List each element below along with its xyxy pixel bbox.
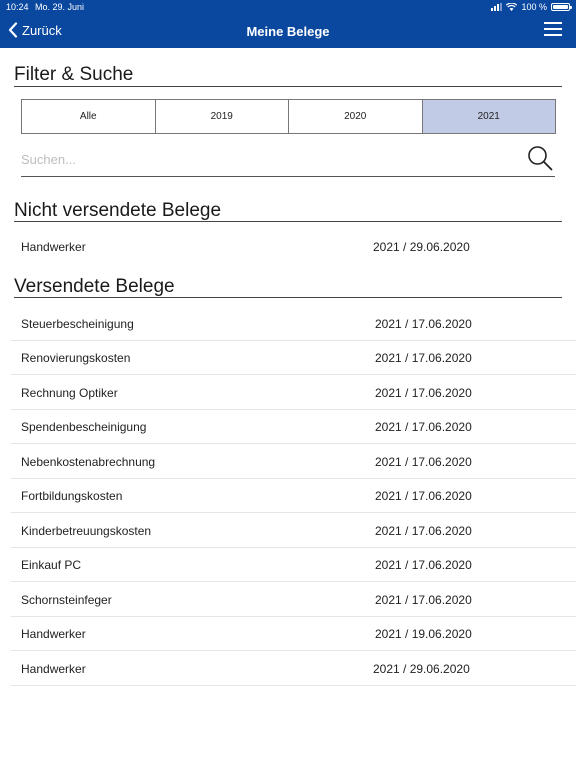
status-bar (0, 0, 576, 14)
item-date: 2021 / 17.06.2020 (375, 351, 472, 365)
search-input[interactable] (21, 147, 501, 171)
list-item[interactable] (11, 410, 576, 444)
segment-alle[interactable]: Alle (22, 100, 156, 133)
item-date: 2021 / 17.06.2020 (375, 524, 472, 538)
segment-2020[interactable]: 2020 (289, 100, 423, 133)
list-item[interactable] (11, 341, 576, 375)
wifi-icon (506, 3, 517, 11)
item-date: 2021 / 17.06.2020 (375, 317, 472, 331)
item-name: Handwerker (21, 662, 86, 676)
divider (14, 221, 562, 222)
item-name: Spendenbescheinigung (21, 420, 147, 434)
item-name: Rechnung Optiker (21, 386, 118, 400)
list-item[interactable] (11, 479, 576, 513)
list-item[interactable] (11, 652, 576, 686)
item-date: 2021 / 19.06.2020 (375, 627, 472, 641)
item-name: Einkauf PC (21, 558, 82, 572)
signal-icon (491, 3, 502, 11)
item-date: 2021 / 29.06.2020 (373, 662, 470, 676)
status-time: 10:24 (6, 2, 29, 12)
segment-2019[interactable]: 2019 (156, 100, 290, 133)
item-date: 2021 / 17.06.2020 (375, 558, 472, 572)
item-date: 2021 / 17.06.2020 (375, 455, 472, 469)
item-name: Kinderbetreuungskosten (21, 524, 152, 538)
item-name: Fortbildungskosten (21, 489, 123, 503)
search-bar (21, 141, 555, 177)
item-name: Nebenkostenabrechnung (21, 455, 156, 469)
list-item[interactable] (11, 307, 576, 341)
segment-2021[interactable]: 2021 (423, 100, 556, 133)
nav-header (0, 0, 576, 48)
page-title: Meine Belege (246, 24, 330, 39)
list-item[interactable] (11, 376, 576, 410)
item-name: Steuerbescheinigung (21, 317, 134, 331)
unsent-section-title: Nicht versendete Belege (14, 200, 222, 221)
list-item[interactable] (11, 445, 576, 479)
battery-percent: 100 % (521, 2, 547, 12)
list-item[interactable] (11, 230, 576, 264)
year-segmented-control (21, 99, 556, 134)
menu-button[interactable] (544, 22, 562, 36)
status-date: Mo. 29. Juni (35, 2, 85, 12)
back-label: Zurück (22, 22, 62, 38)
search-icon[interactable] (527, 145, 553, 171)
list-item[interactable] (11, 583, 576, 617)
list-item[interactable] (11, 514, 576, 548)
item-name: Handwerker (21, 240, 86, 254)
list-item[interactable] (11, 617, 576, 651)
divider (14, 86, 562, 87)
item-date: 2021 / 17.06.2020 (375, 489, 472, 503)
item-date: 2021 / 17.06.2020 (375, 386, 472, 400)
sent-section-title: Versendete Belege (14, 276, 175, 297)
item-date: 2021 / 17.06.2020 (375, 420, 472, 434)
filter-section-title: Filter & Suche (14, 64, 134, 85)
status-indicators (491, 2, 570, 12)
divider (14, 297, 562, 298)
list-item[interactable] (11, 548, 576, 582)
item-date: 2021 / 17.06.2020 (375, 593, 472, 607)
battery-icon (551, 3, 570, 11)
item-name: Renovierungskosten (21, 351, 131, 365)
item-date: 2021 / 29.06.2020 (373, 240, 470, 254)
item-name: Schornsteinfeger (21, 593, 112, 607)
item-name: Handwerker (21, 627, 86, 641)
